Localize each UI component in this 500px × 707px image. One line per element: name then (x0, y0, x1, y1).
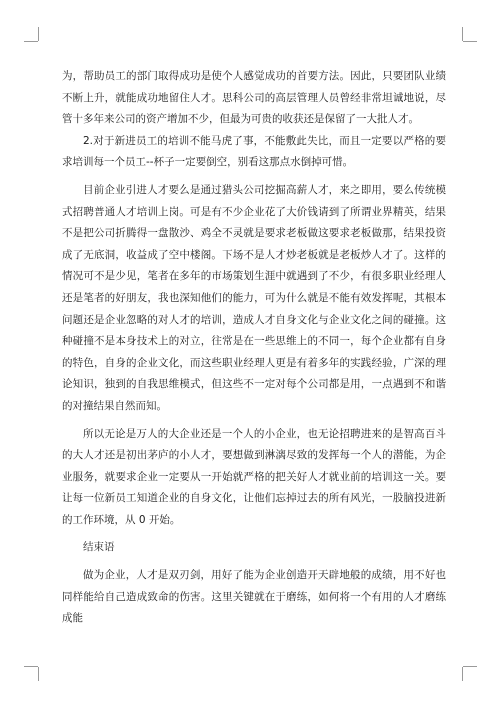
conclusion-heading: 结束语 (83, 541, 115, 554)
crop-mark-bottom-left-horizontal (24, 666, 38, 667)
crop-mark-top-left-vertical (38, 27, 39, 41)
paragraph-continuation: 为，帮助员工的部门取得成功是使个人感觉成功的首要方法。因此，只要团队业绩不断上升，就能成功地留住人才。思科公司的高层管理人员曾经非常坦诚地说，尽管十多年来公司的资产增加不少，但最为可贵的收获还是保留了一大批人才。 (62, 70, 446, 126)
crop-mark-top-right-vertical (462, 27, 463, 41)
paragraph-enterprise-training: 所以无论是万人的大企业还是一个人的小企业，也无论招聘进来的是智高百斗的大人才还是初出茅庐的小人才，要想做到淋漓尽致的发挥每一个人的潜能，为企业服务，就要求企业一定要从一开始就严格的把关好人才就业前的培训这一关。要让每一位新员工知道企业的自身文化，让他们忘掉过去的所有风光，一股脑投进新的工作环境，从 0 开始。 (62, 427, 446, 526)
crop-mark-bottom-left-vertical (38, 667, 39, 681)
crop-mark-top-right-horizontal (463, 41, 477, 42)
crop-mark-top-left-horizontal (24, 41, 38, 42)
paragraph-training-point: 2.对于新进员工的培训不能马虎了事，不能敷此失比，而且一定要以严格的要求培训每一个员工--杯子一定要倒空，别看这那点水倒掉可惜。 (62, 134, 446, 169)
paragraph-recruitment: 目前企业引进人才要么是通过猎头公司挖掘高薪人才，来之即用，要么传统模式招聘普通人才培训上岗。可是有不少企业花了大价钱请到了所谓业界精英，结果不是把公司折腾得一盘散沙、鸡全不灵就是要求老板做这要求老板做那，结果投资成了无底洞，收益成了空中楼阁。下场不是人才炒老板就是老板炒人才了。这样的情况可不是少见，笔者在多年的市场策划生涯中就遇到了不少，有很多职业经理人还是笔者的好朋友，我也深知他们的能力，可为什么就是不能有效发挥呢，其根本问题还是企业忽略的对人才的培训，造成人才自身文化与企业文化之间的碰撞。这种碰撞不是本身技术上的对立，往常是在一些思维上的不同一，每个企业都有自身的特色，自身的企业文化，而这些职业经理人更是有着多年的实践经验，广深的理论知识，独到的自我思维模式，但这些不一定对每个公司都是用，一点遇到不和谐的对撞结果自然而知。 (62, 183, 446, 412)
paragraph-conclusion: 做为企业，人才是双刃剑，用好了能为企业创造开天辟地般的成绩，用不好也同样能给自己造成致命的伤害。这里关键就在于磨练，如何将一个有用的人才磨练成能 (62, 569, 446, 625)
crop-mark-bottom-right-vertical (462, 667, 463, 681)
crop-mark-bottom-right-horizontal (463, 666, 477, 667)
document-body (62, 66, 446, 630)
